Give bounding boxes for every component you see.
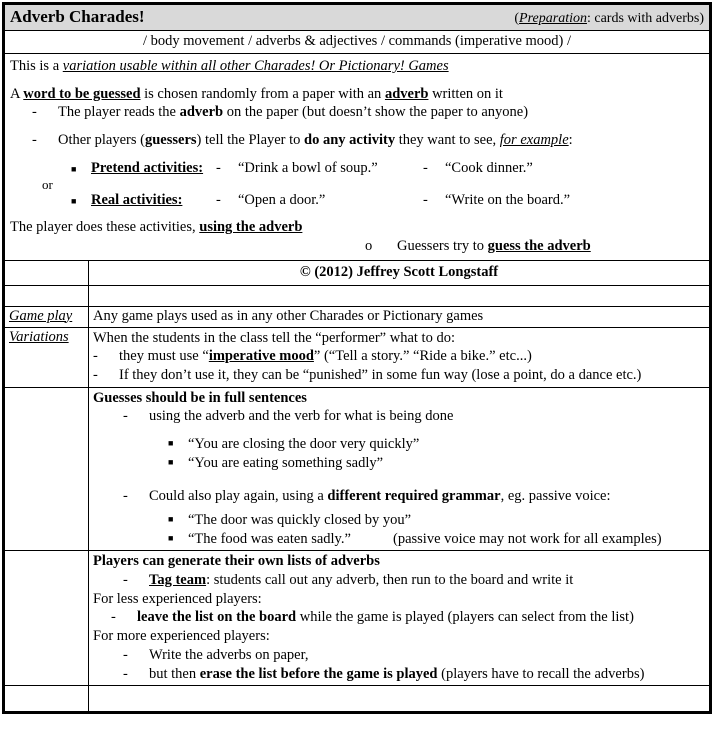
- dash-marker: -: [93, 366, 98, 383]
- intro-line-1: [10, 57, 704, 76]
- square-bullet-icon: ■: [71, 195, 77, 206]
- guesses-second-text: [149, 487, 611, 506]
- tag-team-emphasis: Tag team: [149, 571, 207, 588]
- guesses-row: [5, 387, 710, 551]
- guesses-subitem-text: using the adverb and the verb for what is being done: [149, 408, 454, 425]
- activity-example-2: “Cook dinner.”: [445, 159, 533, 176]
- dash-marker: -: [123, 487, 128, 504]
- spacer: [93, 426, 705, 435]
- preparation-label: Preparation: [519, 11, 587, 26]
- dash-marker: -: [123, 408, 128, 425]
- intro-line-2-emphasis: word to be guessed: [23, 85, 141, 102]
- intro-line-2-post: written on it: [428, 85, 503, 102]
- more-experienced-heading: For more experienced players:: [93, 628, 270, 645]
- lists-label-cell: [5, 551, 89, 686]
- intro-bullet-2-text: [58, 131, 573, 150]
- final-spacer-right-cell: [89, 686, 710, 712]
- guesses-subitem: [123, 407, 705, 426]
- intro-line-2-mid: is chosen randomly from a paper with an: [140, 85, 385, 102]
- copyright-left-cell: [5, 260, 89, 285]
- less-experienced-text: [137, 608, 634, 627]
- dash-marker: -: [32, 104, 37, 121]
- more-experienced-item-2-pre: but then: [149, 665, 200, 682]
- spacer-left-cell: [5, 285, 89, 306]
- passive-example-2-text: “The food was eaten sadly.”: [188, 530, 351, 547]
- tag-team-item: [123, 571, 705, 590]
- variations-item-1-emphasis: imperative mood: [208, 348, 314, 365]
- intro-line-2: [10, 85, 704, 104]
- dash-marker: -: [216, 159, 221, 176]
- copyright-cell: © (2012) Jeffrey Scott Longstaff: [89, 260, 710, 285]
- passive-example-2-note: (passive voice may not work for all examples): [393, 530, 662, 547]
- more-experienced-item-1-text: Write the adverbs on paper,: [149, 646, 309, 663]
- preparation-text: : cards with adverbs): [586, 11, 704, 26]
- variations-item-1-pre: they must use “: [119, 348, 209, 365]
- document-page: [2, 2, 712, 714]
- square-bullet-icon: ■: [168, 532, 174, 543]
- variations-item-2-text: If they don’t use it, they can be “punished” in some fun way (lose a point, do a dance etc.): [119, 366, 642, 383]
- variations-row: [5, 327, 710, 387]
- guesses-example-1-text: “You are closing the door very quickly”: [188, 436, 420, 453]
- game-play-label-cell: [5, 306, 89, 327]
- intro-bullet-2: [32, 131, 704, 150]
- more-experienced-item-2-emphasis: erase the list before the game is played: [199, 665, 438, 682]
- guesses-example-2-text: “You are eating something sadly”: [188, 455, 384, 472]
- dash-marker: -: [216, 191, 221, 208]
- variations-item-1: [93, 347, 705, 366]
- intro-bullet-2-emphasis: for example: [499, 131, 569, 148]
- square-bullet-icon: ■: [168, 513, 174, 524]
- spacer-right-cell: [89, 285, 710, 306]
- document-table: [4, 4, 710, 712]
- dash-marker: -: [123, 646, 128, 663]
- tag-team-text: [149, 571, 573, 590]
- passive-example-1-text: “The door was quickly closed by you”: [188, 511, 412, 528]
- title-row: [5, 5, 710, 31]
- guesses-second-item: [123, 487, 705, 506]
- intro-bullet-2-bold-2: do any activity: [304, 131, 396, 148]
- game-play-row: [5, 306, 710, 327]
- intro-line-2-pre: A: [10, 85, 24, 102]
- variations-label: Variations: [9, 328, 69, 345]
- activity-label-real: Real activities:: [91, 191, 183, 208]
- copyright-row: [5, 260, 710, 285]
- spacer-row: [5, 285, 710, 306]
- guesses-heading: Guesses should be in full sentences: [93, 389, 307, 406]
- more-experienced-item-2-post: (players have to recall the adverbs): [437, 665, 645, 682]
- keywords-row: [5, 31, 710, 54]
- guess-line-emphasis: guess the adverb: [487, 238, 591, 255]
- variations-intro: When the students in the class tell the “performer” what to do:: [93, 329, 455, 346]
- spacer: [93, 473, 705, 482]
- more-experienced-item-2-text: [149, 665, 644, 684]
- variations-label-cell: [5, 327, 89, 387]
- intro-line-1-pre: This is a: [10, 58, 63, 74]
- square-bullet-icon: ■: [168, 457, 174, 468]
- intro-bullet-2-mid-2: they want to see,: [395, 131, 500, 148]
- less-experienced-post: while the game is played (players can select from the list): [296, 609, 634, 626]
- square-bullet-icon: ■: [168, 438, 174, 449]
- tag-team-detail: : students call out any adverb, then run to the board and write it: [206, 571, 574, 588]
- dash-marker: -: [93, 348, 98, 365]
- page-title: Adverb Charades!: [10, 7, 145, 26]
- final-spacer-row: [5, 686, 710, 712]
- intro-bullet-1: [32, 103, 704, 122]
- intro-bullet-1-post: on the paper (but doesn’t show the paper to anyone): [223, 104, 529, 121]
- variations-item-1-post: ” (“Tell a story.” “Ride a bike.” etc...): [313, 348, 532, 365]
- spacer: [10, 76, 704, 85]
- activity-label-pretend: Pretend activities:: [91, 159, 204, 176]
- intro-bullet-2-pre: Other players (: [58, 131, 145, 148]
- spacer: [10, 209, 704, 218]
- variations-item-1-text: [119, 347, 532, 366]
- title-bar-cell: [5, 5, 710, 31]
- lists-heading: Players can generate their own lists of adverbs: [93, 553, 380, 570]
- intro-closing-emphasis: using the adverb: [199, 219, 303, 236]
- or-connector: or: [42, 176, 53, 192]
- guess-line-pre: Guessers try to: [397, 238, 488, 255]
- dash-marker: -: [123, 665, 128, 682]
- variations-content-cell: [89, 327, 710, 387]
- prep-paren: (: [514, 11, 520, 26]
- circle-bullet-icon: o: [365, 238, 373, 255]
- guesses-example-2: [168, 454, 705, 473]
- lists-row: [5, 551, 710, 686]
- lists-content-cell: [89, 551, 710, 686]
- more-experienced-item-2: [123, 665, 705, 684]
- square-bullet-icon: ■: [71, 163, 77, 174]
- activity-example-1: “Open a door.”: [238, 191, 326, 208]
- guesses-second-post: , eg. passive voice:: [500, 487, 611, 504]
- intro-closing: [10, 218, 704, 237]
- intro-line-1-emphasis: variation usable within all other Charades! Or Pictionary! Games: [62, 58, 449, 74]
- intro-bullet-1-pre: The player reads the: [58, 104, 180, 121]
- dash-marker: -: [423, 191, 428, 208]
- activity-row-real: [71, 191, 704, 210]
- activity-example-2: “Write on the board.”: [445, 191, 571, 208]
- intro-bullet-2-bold: guessers: [144, 131, 197, 148]
- less-experienced-emphasis: leave the list on the board: [137, 609, 297, 626]
- intro-bullet-1-bold: adverb: [179, 104, 224, 121]
- intro-bullet-2-post: :: [568, 131, 573, 148]
- guesses-second-pre: Could also play again, using a: [149, 487, 328, 504]
- more-experienced-item-1: [123, 646, 705, 665]
- spacer: [10, 150, 704, 159]
- guesses-content-cell: [89, 387, 710, 551]
- passive-example-2: [168, 530, 705, 549]
- guess-line: [365, 237, 704, 256]
- intro-line-2-emphasis-2: adverb: [384, 85, 429, 102]
- activity-example-1: “Drink a bowl of soup.”: [238, 159, 378, 176]
- preparation-note: [514, 11, 704, 27]
- guesses-example-1: [168, 435, 705, 454]
- less-experienced-item: [111, 608, 705, 627]
- game-play-label: Game play: [9, 307, 73, 324]
- dash-marker: -: [123, 571, 128, 588]
- guesses-label-cell: [5, 387, 89, 551]
- passive-example-1: [168, 511, 705, 530]
- less-experienced-heading: For less experienced players:: [93, 590, 262, 607]
- intro-closing-pre: The player does these activities,: [10, 219, 200, 236]
- variations-item-2: [93, 366, 705, 385]
- intro-row: [5, 54, 710, 261]
- final-spacer-left-cell: [5, 686, 89, 712]
- dash-marker: -: [423, 159, 428, 176]
- activity-row-pretend: [71, 159, 704, 178]
- intro-bullet-2-mid: ) tell the Player to: [196, 131, 305, 148]
- keywords-cell: / body movement / adverbs & adjectives / commands (imperative mood) /: [5, 31, 710, 54]
- intro-bullet-1-text: [58, 103, 528, 122]
- spacer: [10, 122, 704, 131]
- guesses-second-emphasis: different required grammar: [327, 487, 501, 504]
- dash-marker: -: [32, 131, 37, 148]
- game-play-content-cell: Any game plays used as in any other Charades or Pictionary games: [89, 306, 710, 327]
- dash-marker: -: [111, 609, 116, 626]
- intro-cell: [5, 54, 710, 261]
